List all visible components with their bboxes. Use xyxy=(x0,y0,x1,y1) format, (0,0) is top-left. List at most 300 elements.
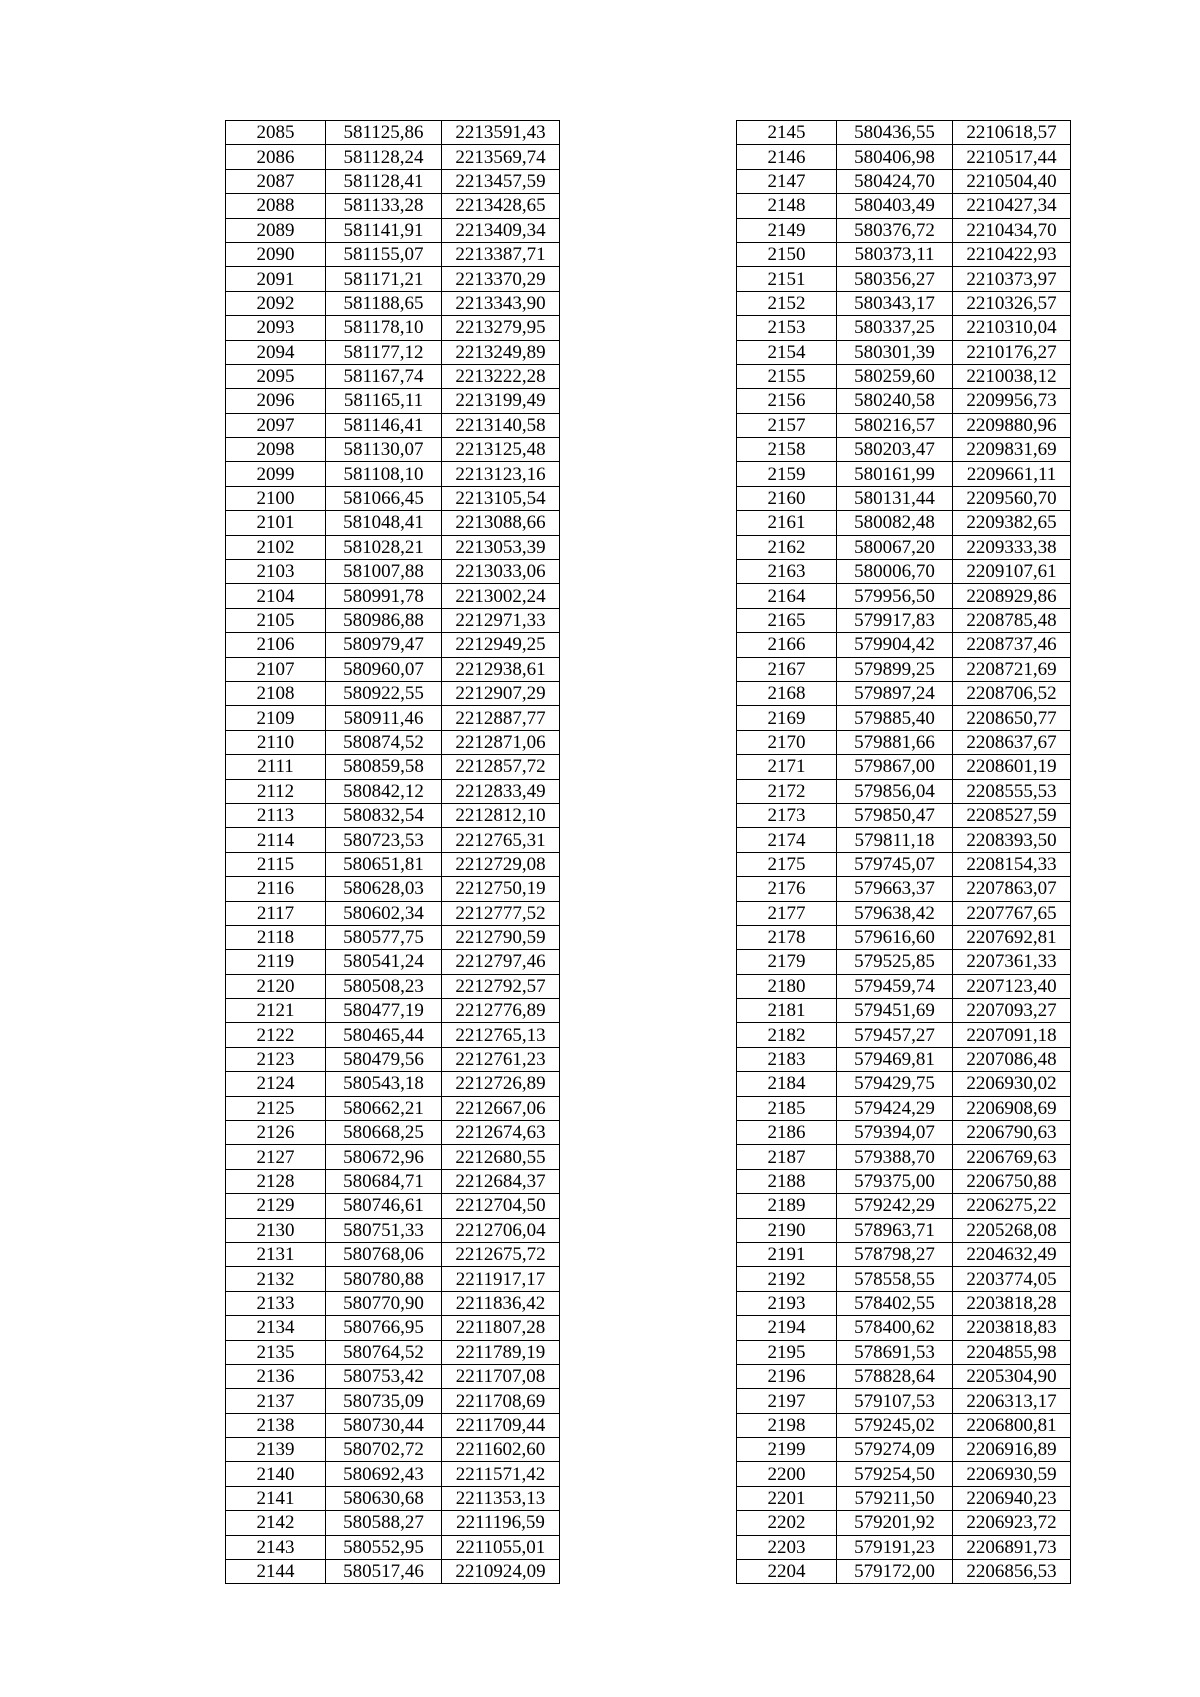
x-coordinate-cell: 578691,53 xyxy=(837,1340,953,1364)
coordinates-table-right xyxy=(736,120,1071,1584)
x-coordinate-cell: 579638,42 xyxy=(837,901,953,925)
y-coordinate-cell: 2213409,34 xyxy=(442,218,560,242)
x-coordinate-cell: 579191,23 xyxy=(837,1535,953,1559)
y-coordinate-cell: 2206800,81 xyxy=(953,1413,1071,1437)
table-row xyxy=(737,1511,1071,1535)
x-coordinate-cell: 579956,50 xyxy=(837,584,953,608)
x-coordinate-cell: 580373,11 xyxy=(837,242,953,266)
x-coordinate-cell: 580203,47 xyxy=(837,438,953,462)
point-number-cell: 2144 xyxy=(226,1560,326,1584)
table-row xyxy=(737,1218,1071,1242)
point-number-cell: 2156 xyxy=(737,389,837,413)
x-coordinate-cell: 580337,25 xyxy=(837,316,953,340)
y-coordinate-cell: 2208706,52 xyxy=(953,681,1071,705)
point-number-cell: 2142 xyxy=(226,1511,326,1535)
point-number-cell: 2118 xyxy=(226,925,326,949)
x-coordinate-cell: 579525,85 xyxy=(837,950,953,974)
x-coordinate-cell: 579850,47 xyxy=(837,803,953,827)
y-coordinate-cell: 2213088,66 xyxy=(442,511,560,535)
table-row xyxy=(226,1023,560,1047)
table-row xyxy=(737,462,1071,486)
x-coordinate-cell: 580161,99 xyxy=(837,462,953,486)
x-coordinate-cell: 580006,70 xyxy=(837,560,953,584)
point-number-cell: 2115 xyxy=(226,852,326,876)
x-coordinate-cell: 580067,20 xyxy=(837,535,953,559)
table-row xyxy=(226,925,560,949)
table-row xyxy=(226,462,560,486)
table-row xyxy=(737,438,1071,462)
point-number-cell: 2102 xyxy=(226,535,326,559)
point-number-cell: 2154 xyxy=(737,340,837,364)
x-coordinate-cell: 580753,42 xyxy=(326,1364,442,1388)
x-coordinate-cell: 580376,72 xyxy=(837,218,953,242)
table-row xyxy=(226,438,560,462)
y-coordinate-cell: 2208393,50 xyxy=(953,828,1071,852)
x-coordinate-cell: 581130,07 xyxy=(326,438,442,462)
table-row xyxy=(226,974,560,998)
point-number-cell: 2160 xyxy=(737,486,837,510)
table-row xyxy=(226,755,560,779)
point-number-cell: 2191 xyxy=(737,1242,837,1266)
y-coordinate-cell: 2212726,89 xyxy=(442,1072,560,1096)
table-row xyxy=(737,730,1071,754)
y-coordinate-cell: 2206313,17 xyxy=(953,1389,1071,1413)
table-row xyxy=(737,1047,1071,1071)
x-coordinate-cell: 581108,10 xyxy=(326,462,442,486)
x-coordinate-cell: 580424,70 xyxy=(837,169,953,193)
y-coordinate-cell: 2210517,44 xyxy=(953,145,1071,169)
y-coordinate-cell: 2205268,08 xyxy=(953,1218,1071,1242)
point-number-cell: 2176 xyxy=(737,877,837,901)
x-coordinate-cell: 580780,88 xyxy=(326,1267,442,1291)
x-coordinate-cell: 580874,52 xyxy=(326,730,442,754)
table-row xyxy=(226,1462,560,1486)
x-coordinate-cell: 580602,34 xyxy=(326,901,442,925)
table-row xyxy=(737,1316,1071,1340)
point-number-cell: 2103 xyxy=(226,560,326,584)
x-coordinate-cell: 580730,44 xyxy=(326,1413,442,1437)
point-number-cell: 2185 xyxy=(737,1096,837,1120)
point-number-cell: 2139 xyxy=(226,1438,326,1462)
point-number-cell: 2161 xyxy=(737,511,837,535)
x-coordinate-cell: 580960,07 xyxy=(326,657,442,681)
table-row xyxy=(226,1535,560,1559)
y-coordinate-cell: 2213123,16 xyxy=(442,462,560,486)
table-row xyxy=(737,706,1071,730)
y-coordinate-cell: 2208650,77 xyxy=(953,706,1071,730)
table-row xyxy=(226,1438,560,1462)
y-coordinate-cell: 2212857,72 xyxy=(442,755,560,779)
y-coordinate-cell: 2211602,60 xyxy=(442,1438,560,1462)
table-row xyxy=(226,1218,560,1242)
y-coordinate-cell: 2213125,48 xyxy=(442,438,560,462)
x-coordinate-cell: 579254,50 xyxy=(837,1462,953,1486)
y-coordinate-cell: 2205304,90 xyxy=(953,1364,1071,1388)
x-coordinate-cell: 579107,53 xyxy=(837,1389,953,1413)
table-row xyxy=(226,1242,560,1266)
table-row xyxy=(737,267,1071,291)
y-coordinate-cell: 2209831,69 xyxy=(953,438,1071,462)
point-number-cell: 2168 xyxy=(737,681,837,705)
x-coordinate-cell: 581028,21 xyxy=(326,535,442,559)
x-coordinate-cell: 579881,66 xyxy=(837,730,953,754)
table-row xyxy=(737,828,1071,852)
table-row xyxy=(737,194,1071,218)
y-coordinate-cell: 2212765,13 xyxy=(442,1023,560,1047)
table-row xyxy=(737,779,1071,803)
table-row xyxy=(226,267,560,291)
y-coordinate-cell: 2206790,63 xyxy=(953,1121,1071,1145)
x-coordinate-cell: 581128,24 xyxy=(326,145,442,169)
y-coordinate-cell: 2206930,02 xyxy=(953,1072,1071,1096)
point-number-cell: 2141 xyxy=(226,1486,326,1510)
y-coordinate-cell: 2212706,04 xyxy=(442,1218,560,1242)
table-row xyxy=(737,1438,1071,1462)
y-coordinate-cell: 2212684,37 xyxy=(442,1169,560,1193)
table-row xyxy=(737,925,1071,949)
table-row xyxy=(226,486,560,510)
x-coordinate-cell: 581171,21 xyxy=(326,267,442,291)
point-number-cell: 2153 xyxy=(737,316,837,340)
point-number-cell: 2173 xyxy=(737,803,837,827)
x-coordinate-cell: 581188,65 xyxy=(326,291,442,315)
y-coordinate-cell: 2213591,43 xyxy=(442,121,560,145)
x-coordinate-cell: 580922,55 xyxy=(326,681,442,705)
table-row xyxy=(226,218,560,242)
point-number-cell: 2119 xyxy=(226,950,326,974)
table-row xyxy=(226,535,560,559)
x-coordinate-cell: 580479,56 xyxy=(326,1047,442,1071)
point-number-cell: 2170 xyxy=(737,730,837,754)
y-coordinate-cell: 2207086,48 xyxy=(953,1047,1071,1071)
point-number-cell: 2175 xyxy=(737,852,837,876)
table-row xyxy=(737,169,1071,193)
table-row xyxy=(737,511,1071,535)
x-coordinate-cell: 580403,49 xyxy=(837,194,953,218)
x-coordinate-cell: 580991,78 xyxy=(326,584,442,608)
y-coordinate-cell: 2208721,69 xyxy=(953,657,1071,681)
y-coordinate-cell: 2209661,11 xyxy=(953,462,1071,486)
y-coordinate-cell: 2210618,57 xyxy=(953,121,1071,145)
point-number-cell: 2158 xyxy=(737,438,837,462)
point-number-cell: 2128 xyxy=(226,1169,326,1193)
point-number-cell: 2148 xyxy=(737,194,837,218)
table-row xyxy=(737,1169,1071,1193)
y-coordinate-cell: 2210924,09 xyxy=(442,1560,560,1584)
point-number-cell: 2184 xyxy=(737,1072,837,1096)
point-number-cell: 2165 xyxy=(737,608,837,632)
x-coordinate-cell: 580979,47 xyxy=(326,633,442,657)
y-coordinate-cell: 2211807,28 xyxy=(442,1316,560,1340)
y-coordinate-cell: 2213279,95 xyxy=(442,316,560,340)
x-coordinate-cell: 580746,61 xyxy=(326,1194,442,1218)
x-coordinate-cell: 579429,75 xyxy=(837,1072,953,1096)
point-number-cell: 2089 xyxy=(226,218,326,242)
x-coordinate-cell: 579867,00 xyxy=(837,755,953,779)
x-coordinate-cell: 580668,25 xyxy=(326,1121,442,1145)
y-coordinate-cell: 2208929,86 xyxy=(953,584,1071,608)
y-coordinate-cell: 2213199,49 xyxy=(442,389,560,413)
x-coordinate-cell: 581007,88 xyxy=(326,560,442,584)
table-row xyxy=(737,852,1071,876)
point-number-cell: 2105 xyxy=(226,608,326,632)
x-coordinate-cell: 579388,70 xyxy=(837,1145,953,1169)
point-number-cell: 2125 xyxy=(226,1096,326,1120)
y-coordinate-cell: 2212777,52 xyxy=(442,901,560,925)
y-coordinate-cell: 2213387,71 xyxy=(442,242,560,266)
y-coordinate-cell: 2211708,69 xyxy=(442,1389,560,1413)
y-coordinate-cell: 2208527,59 xyxy=(953,803,1071,827)
y-coordinate-cell: 2212887,77 xyxy=(442,706,560,730)
x-coordinate-cell: 581146,41 xyxy=(326,413,442,437)
point-number-cell: 2112 xyxy=(226,779,326,803)
coordinates-table-left xyxy=(225,120,560,1584)
y-coordinate-cell: 2213053,39 xyxy=(442,535,560,559)
x-coordinate-cell: 580543,18 xyxy=(326,1072,442,1096)
x-coordinate-cell: 579274,09 xyxy=(837,1438,953,1462)
x-coordinate-cell: 578558,55 xyxy=(837,1267,953,1291)
point-number-cell: 2098 xyxy=(226,438,326,462)
y-coordinate-cell: 2213002,24 xyxy=(442,584,560,608)
y-coordinate-cell: 2209560,70 xyxy=(953,486,1071,510)
y-coordinate-cell: 2210326,57 xyxy=(953,291,1071,315)
x-coordinate-cell: 580465,44 xyxy=(326,1023,442,1047)
table-row xyxy=(226,1169,560,1193)
x-coordinate-cell: 579242,29 xyxy=(837,1194,953,1218)
table-row xyxy=(226,901,560,925)
x-coordinate-cell: 579899,25 xyxy=(837,657,953,681)
table-row xyxy=(737,389,1071,413)
y-coordinate-cell: 2210038,12 xyxy=(953,364,1071,388)
y-coordinate-cell: 2213105,54 xyxy=(442,486,560,510)
y-coordinate-cell: 2212949,25 xyxy=(442,633,560,657)
table-row xyxy=(226,1267,560,1291)
table-row xyxy=(226,145,560,169)
x-coordinate-cell: 579897,24 xyxy=(837,681,953,705)
y-coordinate-cell: 2212871,06 xyxy=(442,730,560,754)
point-number-cell: 2147 xyxy=(737,169,837,193)
table-row xyxy=(737,145,1071,169)
y-coordinate-cell: 2206750,88 xyxy=(953,1169,1071,1193)
x-coordinate-cell: 579904,42 xyxy=(837,633,953,657)
table-row xyxy=(737,950,1071,974)
y-coordinate-cell: 2206940,23 xyxy=(953,1486,1071,1510)
point-number-cell: 2138 xyxy=(226,1413,326,1437)
x-coordinate-cell: 579375,00 xyxy=(837,1169,953,1193)
point-number-cell: 2177 xyxy=(737,901,837,925)
table-row xyxy=(226,413,560,437)
point-number-cell: 2163 xyxy=(737,560,837,584)
table-row xyxy=(737,1121,1071,1145)
table-row xyxy=(226,560,560,584)
point-number-cell: 2171 xyxy=(737,755,837,779)
y-coordinate-cell: 2210504,40 xyxy=(953,169,1071,193)
x-coordinate-cell: 578402,55 xyxy=(837,1291,953,1315)
point-number-cell: 2203 xyxy=(737,1535,837,1559)
point-number-cell: 2159 xyxy=(737,462,837,486)
table-row xyxy=(226,242,560,266)
y-coordinate-cell: 2212797,46 xyxy=(442,950,560,974)
point-number-cell: 2126 xyxy=(226,1121,326,1145)
y-coordinate-cell: 2204632,49 xyxy=(953,1242,1071,1266)
point-number-cell: 2087 xyxy=(226,169,326,193)
table-row xyxy=(226,1047,560,1071)
point-number-cell: 2199 xyxy=(737,1438,837,1462)
point-number-cell: 2181 xyxy=(737,999,837,1023)
x-coordinate-cell: 581128,41 xyxy=(326,169,442,193)
point-number-cell: 2166 xyxy=(737,633,837,657)
x-coordinate-cell: 580343,17 xyxy=(837,291,953,315)
point-number-cell: 2157 xyxy=(737,413,837,437)
y-coordinate-cell: 2210434,70 xyxy=(953,218,1071,242)
point-number-cell: 2120 xyxy=(226,974,326,998)
x-coordinate-cell: 580082,48 xyxy=(837,511,953,535)
y-coordinate-cell: 2206769,63 xyxy=(953,1145,1071,1169)
x-coordinate-cell: 580552,95 xyxy=(326,1535,442,1559)
x-coordinate-cell: 579459,74 xyxy=(837,974,953,998)
x-coordinate-cell: 580684,71 xyxy=(326,1169,442,1193)
x-coordinate-cell: 580301,39 xyxy=(837,340,953,364)
table-row xyxy=(226,1364,560,1388)
y-coordinate-cell: 2212680,55 xyxy=(442,1145,560,1169)
y-coordinate-cell: 2213249,89 xyxy=(442,340,560,364)
x-coordinate-cell: 581165,11 xyxy=(326,389,442,413)
point-number-cell: 2086 xyxy=(226,145,326,169)
point-number-cell: 2183 xyxy=(737,1047,837,1071)
point-number-cell: 2131 xyxy=(226,1242,326,1266)
table-row xyxy=(737,1072,1071,1096)
point-number-cell: 2182 xyxy=(737,1023,837,1047)
point-number-cell: 2162 xyxy=(737,535,837,559)
x-coordinate-cell: 580911,46 xyxy=(326,706,442,730)
y-coordinate-cell: 2207767,65 xyxy=(953,901,1071,925)
x-coordinate-cell: 579616,60 xyxy=(837,925,953,949)
point-number-cell: 2129 xyxy=(226,1194,326,1218)
point-number-cell: 2149 xyxy=(737,218,837,242)
table-row xyxy=(737,486,1071,510)
point-number-cell: 2127 xyxy=(226,1145,326,1169)
table-row xyxy=(226,1511,560,1535)
x-coordinate-cell: 579451,69 xyxy=(837,999,953,1023)
x-coordinate-cell: 580692,43 xyxy=(326,1462,442,1486)
y-coordinate-cell: 2210373,97 xyxy=(953,267,1071,291)
x-coordinate-cell: 578963,71 xyxy=(837,1218,953,1242)
x-coordinate-cell: 580630,68 xyxy=(326,1486,442,1510)
y-coordinate-cell: 2207091,18 xyxy=(953,1023,1071,1047)
table-row xyxy=(737,535,1071,559)
point-number-cell: 2145 xyxy=(737,121,837,145)
table-row xyxy=(226,169,560,193)
point-number-cell: 2134 xyxy=(226,1316,326,1340)
x-coordinate-cell: 580216,57 xyxy=(837,413,953,437)
y-coordinate-cell: 2207361,33 xyxy=(953,950,1071,974)
point-number-cell: 2088 xyxy=(226,194,326,218)
point-number-cell: 2197 xyxy=(737,1389,837,1413)
table-row xyxy=(226,194,560,218)
table-row xyxy=(226,291,560,315)
point-number-cell: 2117 xyxy=(226,901,326,925)
y-coordinate-cell: 2210176,27 xyxy=(953,340,1071,364)
table-row xyxy=(226,779,560,803)
y-coordinate-cell: 2209880,96 xyxy=(953,413,1071,437)
table-row xyxy=(226,316,560,340)
point-number-cell: 2152 xyxy=(737,291,837,315)
x-coordinate-cell: 579917,83 xyxy=(837,608,953,632)
table-row xyxy=(226,999,560,1023)
table-row xyxy=(226,828,560,852)
y-coordinate-cell: 2212792,57 xyxy=(442,974,560,998)
point-number-cell: 2096 xyxy=(226,389,326,413)
point-number-cell: 2095 xyxy=(226,364,326,388)
table-row xyxy=(226,877,560,901)
point-number-cell: 2130 xyxy=(226,1218,326,1242)
x-coordinate-cell: 581167,74 xyxy=(326,364,442,388)
y-coordinate-cell: 2213222,28 xyxy=(442,364,560,388)
x-coordinate-cell: 579424,29 xyxy=(837,1096,953,1120)
point-number-cell: 2140 xyxy=(226,1462,326,1486)
point-number-cell: 2093 xyxy=(226,316,326,340)
point-number-cell: 2097 xyxy=(226,413,326,437)
table-row xyxy=(226,1316,560,1340)
y-coordinate-cell: 2212750,19 xyxy=(442,877,560,901)
y-coordinate-cell: 2213428,65 xyxy=(442,194,560,218)
point-number-cell: 2196 xyxy=(737,1364,837,1388)
x-coordinate-cell: 580768,06 xyxy=(326,1242,442,1266)
point-number-cell: 2099 xyxy=(226,462,326,486)
y-coordinate-cell: 2207863,07 xyxy=(953,877,1071,901)
x-coordinate-cell: 580702,72 xyxy=(326,1438,442,1462)
table-row xyxy=(226,1340,560,1364)
x-coordinate-cell: 579469,81 xyxy=(837,1047,953,1071)
y-coordinate-cell: 2210310,04 xyxy=(953,316,1071,340)
point-number-cell: 2094 xyxy=(226,340,326,364)
table-row xyxy=(737,560,1071,584)
x-coordinate-cell: 580240,58 xyxy=(837,389,953,413)
point-number-cell: 2178 xyxy=(737,925,837,949)
point-number-cell: 2106 xyxy=(226,633,326,657)
point-number-cell: 2109 xyxy=(226,706,326,730)
y-coordinate-cell: 2212833,49 xyxy=(442,779,560,803)
y-coordinate-cell: 2212938,61 xyxy=(442,657,560,681)
table-row xyxy=(226,389,560,413)
x-coordinate-cell: 580672,96 xyxy=(326,1145,442,1169)
point-number-cell: 2116 xyxy=(226,877,326,901)
point-number-cell: 2174 xyxy=(737,828,837,852)
table-row xyxy=(737,608,1071,632)
y-coordinate-cell: 2211707,08 xyxy=(442,1364,560,1388)
table-row xyxy=(226,121,560,145)
x-coordinate-cell: 579211,50 xyxy=(837,1486,953,1510)
table-row xyxy=(226,1121,560,1145)
x-coordinate-cell: 581133,28 xyxy=(326,194,442,218)
y-coordinate-cell: 2213140,58 xyxy=(442,413,560,437)
y-coordinate-cell: 2211836,42 xyxy=(442,1291,560,1315)
x-coordinate-cell: 580577,75 xyxy=(326,925,442,949)
point-number-cell: 2090 xyxy=(226,242,326,266)
y-coordinate-cell: 2211571,42 xyxy=(442,1462,560,1486)
table-row xyxy=(226,364,560,388)
point-number-cell: 2123 xyxy=(226,1047,326,1071)
point-number-cell: 2136 xyxy=(226,1364,326,1388)
y-coordinate-cell: 2211709,44 xyxy=(442,1413,560,1437)
x-coordinate-cell: 580723,53 xyxy=(326,828,442,852)
x-coordinate-cell: 579885,40 xyxy=(837,706,953,730)
y-coordinate-cell: 2206891,73 xyxy=(953,1535,1071,1559)
y-coordinate-cell: 2212812,10 xyxy=(442,803,560,827)
y-coordinate-cell: 2213033,06 xyxy=(442,560,560,584)
point-number-cell: 2113 xyxy=(226,803,326,827)
x-coordinate-cell: 580628,03 xyxy=(326,877,442,901)
